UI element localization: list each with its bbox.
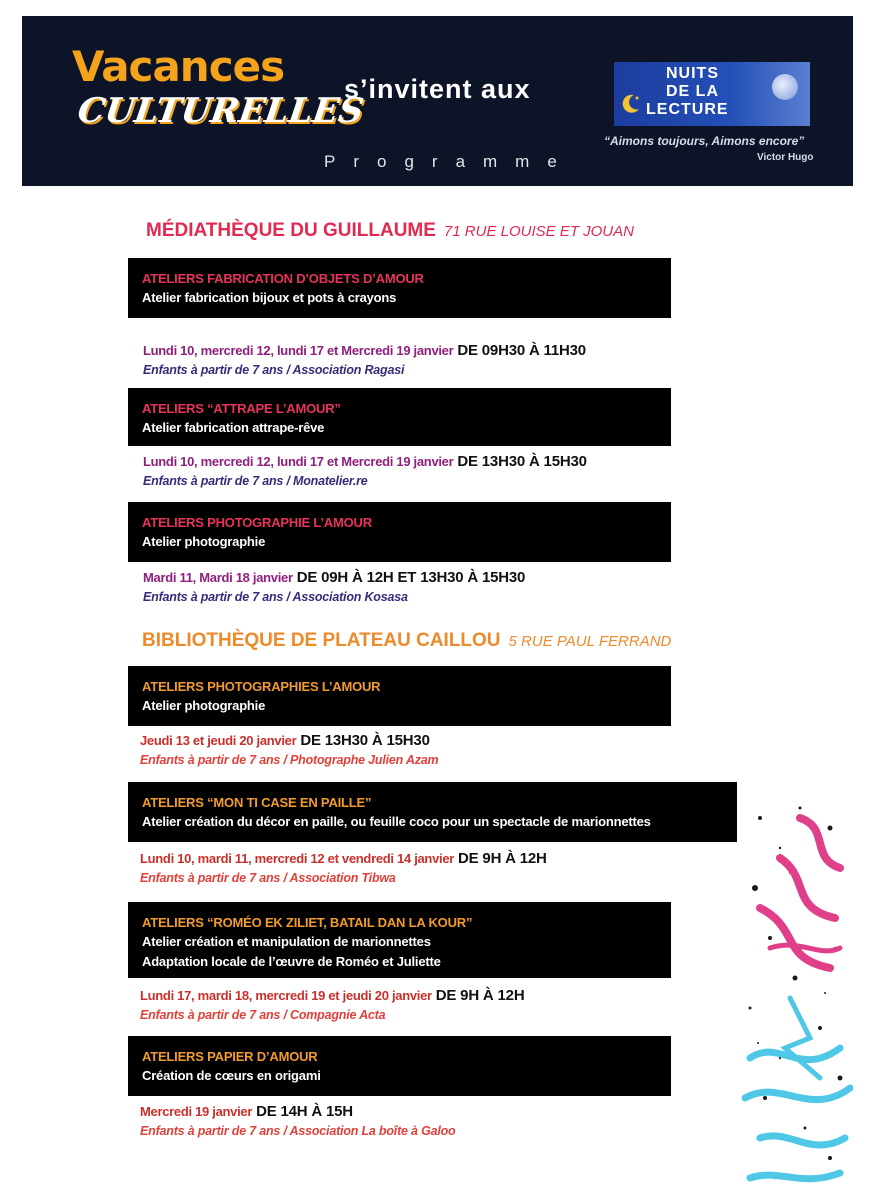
- schedule-block: [143, 453, 587, 488]
- venue-name: MÉDIATHÈQUE DU GUILLAUME: [146, 220, 436, 241]
- atelier-title: ATELIERS PHOTOGRAPHIE L’AMOUR: [142, 515, 372, 530]
- schedule-days: Mercredi 19 janvier: [140, 1104, 253, 1119]
- atelier-card: [128, 666, 671, 726]
- atelier-title: ATELIERS “ROMÉO EK ZILIET, BATAIL DAN LA KOUR”: [142, 915, 473, 930]
- header-banner: [22, 16, 853, 186]
- atelier-description: Atelier photographie: [142, 534, 266, 549]
- venue-name: BIBLIOTHÈQUE DE PLATEAU CAILLOU: [142, 630, 501, 651]
- schedule-audience: Enfants à partir de 7 ans / Association Ragasi: [143, 363, 405, 377]
- logo-vacances: Vacances: [72, 42, 285, 91]
- moon-icon: [620, 92, 642, 114]
- schedule-audience: Enfants à partir de 7 ans / Association Tibwa: [140, 871, 396, 885]
- nuits-line3: LECTURE: [646, 101, 729, 118]
- schedule-audience: Enfants à partir de 7 ans / Compagnie Acta: [140, 1008, 386, 1022]
- schedule-hours: DE 13H30 À 15H30: [457, 453, 587, 470]
- atelier-title: ATELIERS PHOTOGRAPHIES L’AMOUR: [142, 679, 381, 694]
- atelier-title: ATELIERS “ATTRAPE L’AMOUR”: [142, 401, 341, 416]
- schedule-hours: DE 09H À 12H ET 13H30 À 15H30: [296, 569, 526, 586]
- atelier-card: [128, 388, 671, 446]
- schedule-hours: DE 9H À 12H: [458, 850, 547, 867]
- schedule-block: [143, 569, 525, 604]
- atelier-card: [128, 502, 671, 562]
- schedule-days: Lundi 10, mercredi 12, lundi 17 et Mercredi 19 janvier: [143, 454, 454, 469]
- invite-text: s’invitent aux: [344, 74, 531, 104]
- schedule-hours: DE 9H À 12H: [435, 987, 525, 1004]
- atelier-description: Atelier fabrication bijoux et pots à crayons: [142, 290, 397, 305]
- schedule-block: [140, 850, 547, 885]
- venue-address: 71 RUE LOUISE ET JOUAN: [443, 223, 634, 240]
- atelier-description: Atelier fabrication attrape-rêve: [142, 420, 325, 435]
- atelier-description: Atelier photographie: [142, 698, 266, 713]
- venue-address: 5 RUE PAUL FERRAND: [508, 633, 672, 650]
- schedule-days: Lundi 17, mardi 18, mercredi 19 et jeudi 20 janvier: [140, 988, 432, 1003]
- atelier-card: [128, 258, 671, 318]
- atelier-title: ATELIERS FABRICATION D’OBJETS D’AMOUR: [142, 271, 424, 286]
- atelier-card: [128, 782, 737, 842]
- planet-icon: [772, 74, 798, 100]
- schedule-block: [143, 342, 586, 377]
- schedule-audience: Enfants à partir de 7 ans / Monatelier.re: [143, 474, 368, 488]
- schedule-audience: Enfants à partir de 7 ans / Photographe Julien Azam: [140, 753, 439, 767]
- schedule-days: Mardi 11, Mardi 18 janvier: [143, 570, 293, 585]
- quote-text: “Aimons toujours, Aimons encore”: [604, 134, 805, 148]
- atelier-description: Atelier création et manipulation de marionnettes: [142, 934, 431, 949]
- atelier-description: Atelier création du décor en paille, ou feuille coco pour un spectacle de marionnettes: [142, 814, 651, 829]
- quote-author: Victor Hugo: [757, 152, 814, 163]
- nuits-de-la-lecture-logo: [614, 62, 810, 126]
- logo-culturelles: CULTURELLES: [75, 91, 367, 131]
- schedule-audience: Enfants à partir de 7 ans / Association La boîte à Galoo: [140, 1124, 456, 1138]
- venue-title-mediatheque: [146, 220, 634, 242]
- schedule-days: Lundi 10, mardi 11, mercredi 12 et vendredi 14 janvier: [140, 851, 455, 866]
- atelier-description: Création de cœurs en origami: [142, 1068, 321, 1083]
- schedule-days: Jeudi 13 et jeudi 20 janvier: [140, 733, 297, 748]
- schedule-block: [140, 987, 524, 1022]
- nuits-line1: NUITS: [666, 65, 719, 82]
- atelier-title: ATELIERS “MON TI CASE EN PAILLE”: [142, 795, 372, 810]
- schedule-hours: DE 09H30 À 11H30: [457, 342, 586, 359]
- schedule-block: [140, 732, 438, 767]
- nuits-line2: DE LA: [666, 83, 719, 100]
- graffiti-decoration: [740, 798, 853, 1192]
- atelier-card: [128, 1036, 671, 1096]
- atelier-card: [128, 902, 671, 978]
- schedule-block: [140, 1103, 456, 1138]
- atelier-description: Adaptation locale de l’œuvre de Roméo et Juliette: [142, 954, 441, 969]
- atelier-title: ATELIERS PAPIER D’AMOUR: [142, 1049, 318, 1064]
- venue-title-bibliotheque: [142, 630, 671, 652]
- programme-label: Programme: [324, 152, 575, 171]
- schedule-audience: Enfants à partir de 7 ans / Association Kosasa: [143, 590, 408, 604]
- schedule-days: Lundi 10, mercredi 12, lundi 17 et Mercredi 19 janvier: [143, 343, 454, 358]
- schedule-hours: DE 14H À 15H: [256, 1103, 353, 1120]
- schedule-hours: DE 13H30 À 15H30: [300, 732, 430, 749]
